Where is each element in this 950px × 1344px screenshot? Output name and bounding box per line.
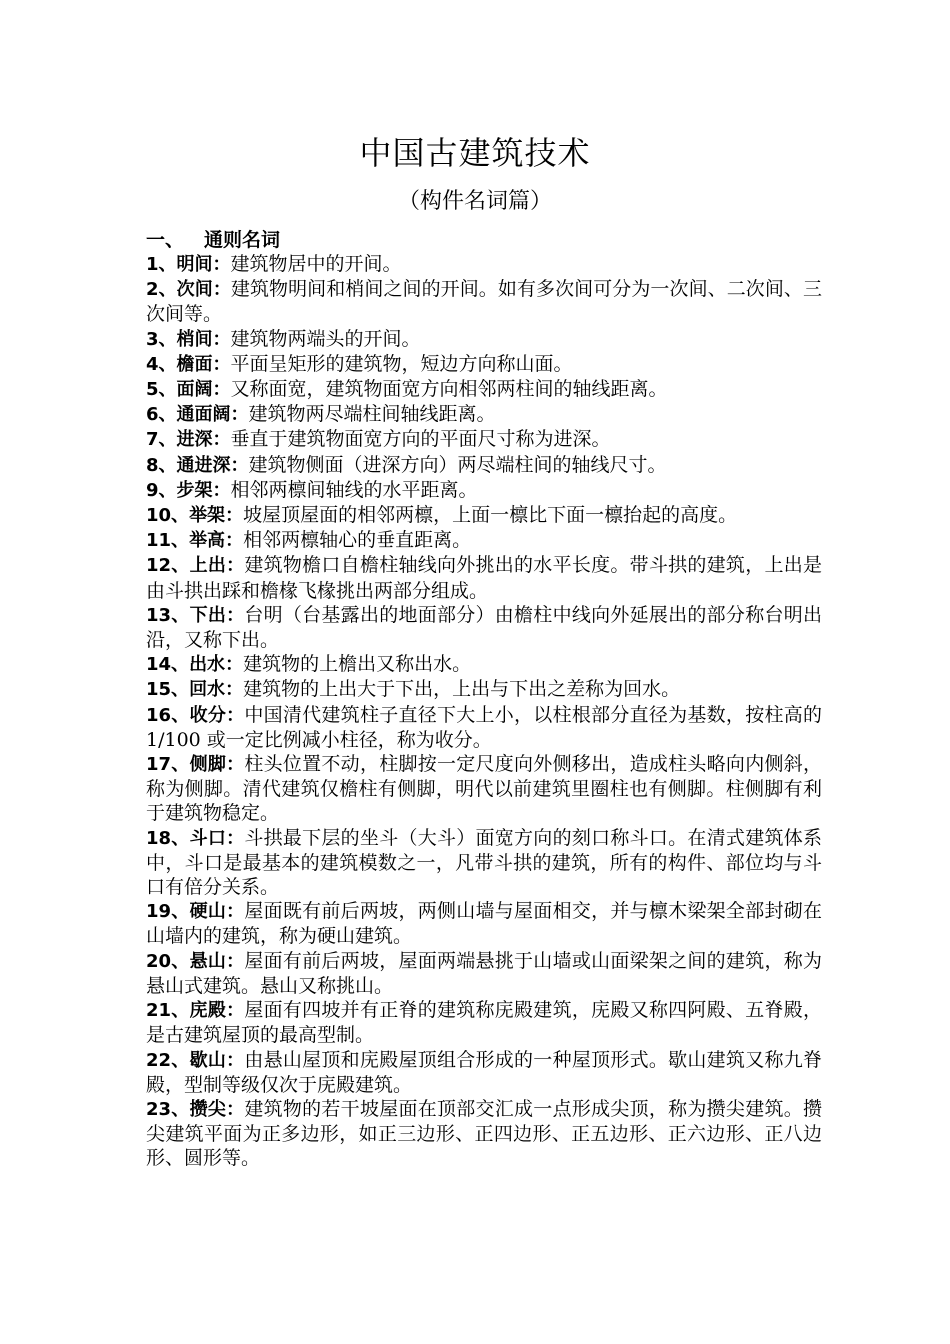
entry-term: 斗口 [189, 827, 227, 849]
glossary-entry [146, 377, 822, 402]
glossary-entry [146, 252, 822, 277]
entry-separator: ： [212, 328, 231, 350]
glossary-entry [146, 277, 822, 326]
entry-separator: ： [212, 429, 231, 451]
entry-separator: ： [230, 454, 249, 476]
entry-definition: 斗拱最下层的坐斗（大斗）面宽方向的刻口称斗口。在清式建筑体系中，斗口是最基本的建筑模数之一，凡带斗拱的建筑，所有的构件、部位均与斗口有倍分关系。 [146, 826, 822, 899]
entry-term: 悬山 [189, 950, 227, 972]
entry-separator: ： [212, 254, 231, 275]
section-number: 一、 [146, 229, 185, 251]
page-title: 中国古建筑技术 [359, 134, 591, 172]
entry-term: 硬山 [189, 901, 227, 923]
entry-separator: ： [226, 604, 245, 626]
entry-definition: 建筑物居中的开间。 [230, 253, 402, 275]
entry-separator: ： [212, 279, 231, 301]
glossary-entry [146, 752, 822, 826]
entry-separator: ： [225, 505, 244, 527]
entry-term: 庑殿 [189, 1000, 227, 1022]
entry-separator: ： [230, 404, 249, 426]
entry-term: 通进深 [176, 454, 231, 476]
entry-number: 4、 [146, 353, 177, 375]
entry-definition: 建筑物的若干坡屋面在顶部交汇成一点形成尖顶，称为攒尖建筑。攒尖建筑平面为正多边形，如正三边形、正四边形、正五边形、正六边形、正八边形、圆形等。 [146, 1097, 822, 1170]
entry-separator: ： [226, 1049, 245, 1071]
entry-number: 18、 [146, 827, 190, 849]
entry-number: 15、 [146, 679, 190, 701]
entry-definition: 又称面宽，建筑物面宽方向相邻两柱间的轴线距离。 [230, 378, 668, 401]
entry-term: 歇山 [189, 1049, 227, 1071]
entry-number: 1、 [146, 254, 177, 275]
entry-definition: 台明（台基露出的地面部分）由檐柱中线向外延展出的部分称台明出沿，又称下出。 [146, 603, 822, 652]
entry-number: 6、 [146, 404, 177, 426]
section-title: 通则名词 [204, 229, 281, 251]
entry-separator: ： [226, 950, 245, 972]
entry-separator: ： [226, 555, 245, 577]
entry-term: 收分 [189, 704, 227, 726]
entry-term: 次间 [176, 279, 213, 301]
entry-separator: ： [212, 353, 231, 375]
entry-definition: 建筑物两端头的开间。 [230, 327, 421, 350]
entry-definition: 中国清代建筑柱子直径下大上小，以柱根部分直径为基数，按柱高的 1/100 或一定比例减小柱径，称为收分。 [146, 703, 822, 751]
glossary-entry [146, 899, 822, 948]
entry-term: 攒尖 [189, 1098, 227, 1120]
entry-term: 上出 [189, 555, 227, 577]
entry-number: 11、 [146, 530, 190, 552]
entry-separator: ： [226, 754, 245, 776]
glossary-entry [146, 677, 822, 702]
entry-term: 檐面 [176, 353, 213, 375]
entry-term: 通面阔 [176, 404, 231, 426]
glossary-entry [146, 427, 822, 452]
entry-definition: 建筑物侧面（进深方向）两尽端柱间的轴线尺寸。 [248, 453, 667, 476]
entry-number: 21、 [146, 1000, 190, 1022]
entry-number: 8、 [146, 454, 177, 476]
glossary-entry [146, 1048, 822, 1097]
entry-definition: 屋面有前后两坡，屋面两端悬挑于山墙或山面梁架之间的建筑，称为悬山式建筑。悬山又称挑山。 [146, 949, 822, 997]
entry-number: 17、 [146, 754, 190, 776]
entry-definition: 建筑物的上檐出又称出水。 [243, 653, 472, 676]
entry-term: 回水 [189, 679, 226, 701]
entry-definition: 相邻两檩间轴线的水平距离。 [230, 478, 478, 501]
glossary-entry [146, 478, 822, 503]
glossary-entry [146, 998, 822, 1047]
entry-separator: ： [212, 479, 231, 501]
entry-term: 下出 [189, 604, 227, 626]
entry-number: 22、 [146, 1049, 190, 1071]
entry-separator: ： [226, 1098, 245, 1120]
glossary-entry [146, 826, 822, 900]
entry-term: 举架 [189, 505, 226, 527]
entry-separator: ： [226, 901, 245, 923]
entry-number: 14、 [146, 654, 190, 676]
page-subtitle: （构件名词篇） [397, 189, 552, 214]
entry-term: 举高 [189, 530, 226, 552]
entry-term: 步架 [176, 479, 213, 501]
glossary-entry [146, 1097, 822, 1171]
glossary-entry [146, 603, 822, 652]
glossary-entry [146, 528, 822, 553]
entry-definition: 建筑物明间和梢间之间的开间。如有多次间可分为一次间、二次间、三次间等。 [146, 278, 822, 326]
entry-number: 7、 [146, 429, 177, 451]
entry-separator: ： [225, 654, 244, 676]
entry-separator: ： [226, 827, 245, 849]
entry-definition: 相邻两檩轴心的垂直距离。 [243, 529, 472, 552]
entry-separator: ： [226, 1000, 245, 1022]
entry-number: 13、 [146, 604, 190, 626]
entry-number: 9、 [146, 479, 177, 501]
glossary-entry [146, 503, 822, 528]
entry-separator: ： [226, 704, 245, 726]
glossary-entry [146, 402, 822, 427]
entry-definition: 柱头位置不动，柱脚按一定尺度向外侧移出，造成柱头略向内侧斜，称为侧脚。清代建筑仅檐柱有侧脚，明代以前建筑里圈柱也有侧脚。柱侧脚有利于建筑物稳定。 [146, 753, 822, 825]
entry-definition: 屋面有四坡并有正脊的建筑称庑殿建筑，庑殿又称四阿殿、五脊殿，是古建筑屋顶的最高型制。 [146, 999, 822, 1047]
glossary-list [146, 252, 822, 1171]
entry-number: 16、 [146, 704, 190, 726]
glossary-entry [146, 703, 822, 752]
glossary-entry [146, 553, 822, 602]
glossary-entry [146, 652, 822, 677]
entry-term: 面阔 [176, 379, 213, 401]
entry-number: 19、 [146, 901, 190, 923]
entry-definition: 建筑物檐口自檐柱轴线向外挑出的水平长度。带斗拱的建筑，上出是由斗拱出踩和檐椽飞椽挑出两部分组成。 [146, 554, 822, 602]
entry-number: 20、 [146, 950, 190, 972]
entry-separator: ： [225, 530, 244, 552]
entry-number: 12、 [146, 555, 190, 577]
entry-number: 3、 [146, 328, 177, 350]
entry-separator: ： [212, 379, 231, 401]
entry-definition: 建筑物的上出大于下出，上出与下出之差称为回水。 [243, 678, 681, 701]
entry-definition: 建筑物两尽端柱间轴线距离。 [248, 403, 496, 426]
entry-definition: 屋面既有前后两坡，两侧山墙与屋面相交，并与檩木梁架全部封砌在山墙内的建筑，称为硬山建筑。 [146, 900, 822, 948]
section-heading [146, 225, 280, 252]
glossary-entry [146, 949, 822, 998]
entry-number: 23、 [146, 1098, 190, 1120]
entry-term: 出水 [189, 654, 226, 676]
glossary-entry [146, 352, 822, 377]
entry-definition: 垂直于建筑物面宽方向的平面尺寸称为进深。 [230, 428, 611, 451]
entry-definition: 平面呈矩形的建筑物，短边方向称山面。 [230, 352, 573, 375]
entry-term: 梢间 [176, 328, 213, 350]
entry-number: 10、 [146, 505, 190, 527]
entry-number: 2、 [146, 279, 177, 301]
entry-definition: 由悬山屋顶和庑殿屋顶组合形成的一种屋顶形式。歇山建筑又称九脊殿，型制等级仅次于庑殿建筑。 [146, 1048, 822, 1096]
entry-separator: ： [225, 679, 244, 701]
glossary-entry [146, 453, 822, 478]
entry-term: 明间 [176, 254, 213, 275]
glossary-entry [146, 327, 822, 352]
entry-number: 5、 [146, 379, 177, 401]
entry-definition: 坡屋顶屋面的相邻两檩，上面一檩比下面一檩抬起的高度。 [243, 504, 738, 527]
entry-term: 侧脚 [189, 754, 227, 776]
entry-term: 进深 [176, 429, 213, 451]
